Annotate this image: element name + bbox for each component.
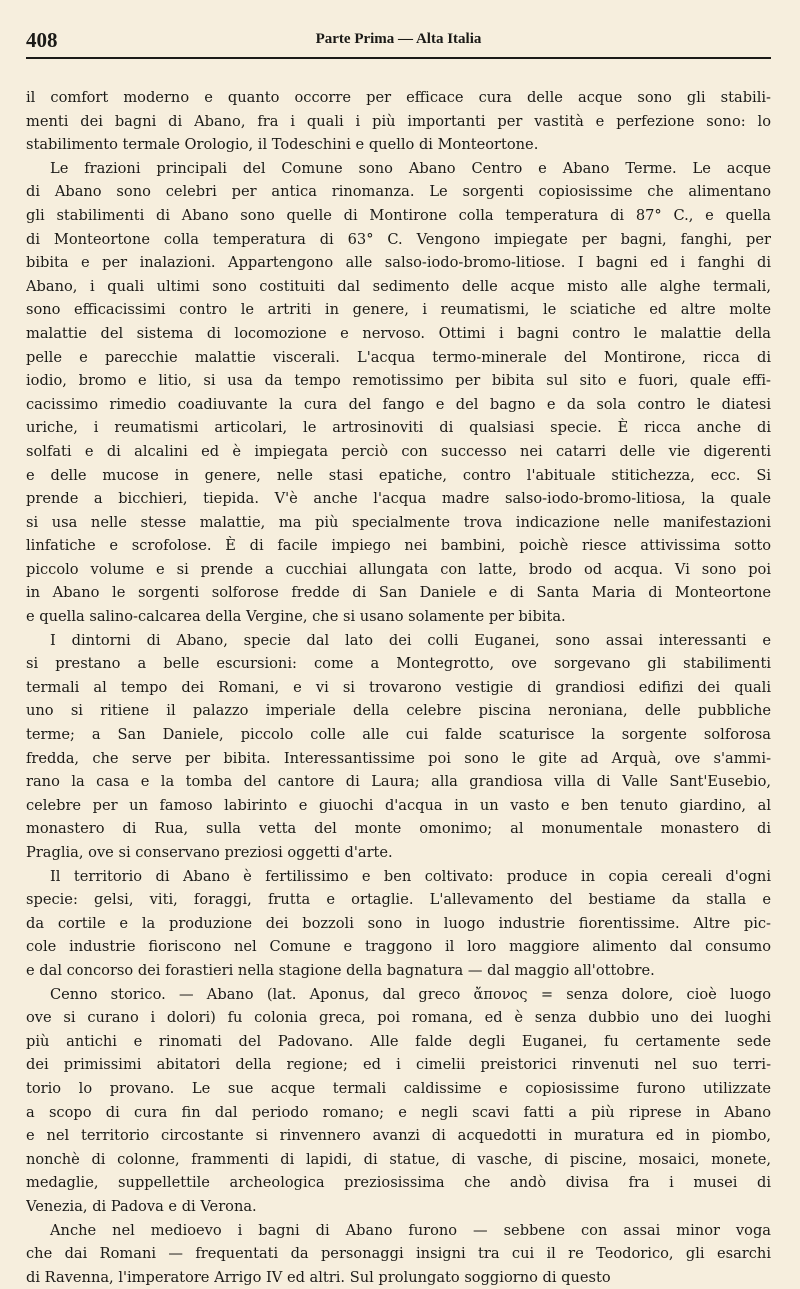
text-line: dei primissimi abitatori della regione; ed i cimelii preistorici rinvenuti nel suo terri-	[26, 1053, 771, 1077]
text-line: prende a bicchieri, tiepida. V'è anche l'acqua madre salso-iodo-bromo-litiosa, la quale	[26, 487, 771, 511]
text-line: linfatiche e scrofolose. È di facile impiego nei bambini, poichè riesce attivissima sotto	[26, 534, 771, 558]
text-line: I dintorni di Abano, specie dal lato dei colli Euganei, sono assai interessanti e	[26, 629, 771, 653]
paragraph	[26, 157, 771, 629]
text-line: iodio, bromo e litio, si usa da tempo remotissimo per bibita sul sito e fuori, quale effi-	[26, 369, 771, 393]
text-line: cacissimo rimedio coadiuvante la cura del fango e del bagno e da sola contro le diatesi	[26, 393, 771, 417]
text-line: Le frazioni principali del Comune sono Abano Centro e Abano Terme. Le acque	[26, 157, 771, 181]
page-number: 408	[26, 28, 58, 53]
text-line: terme; a San Daniele, piccolo colle alle cui falde scaturisce la sorgente solforosa	[26, 723, 771, 747]
text-line: uriche, i reumatismi articolari, le artrosinoviti di qualsiasi specie. È ricca anche di	[26, 416, 771, 440]
text-line: rano la casa e la tomba del cantore di Laura; alla grandiosa villa di Valle Sant'Eusebio,	[26, 770, 771, 794]
text-line: bibita e per inalazioni. Appartengono alle salso-iodo-bromo-litiose. I bagni ed i fanghi di	[26, 251, 771, 275]
text-line: a scopo di cura fin dal periodo romano; e negli scavi fatti a più riprese in Abano	[26, 1101, 771, 1125]
text-line: di Monteortone colla temperatura di 63° C. Vengono impiegate per bagni, fanghi, per	[26, 228, 771, 252]
paragraph	[26, 86, 771, 157]
paragraph	[26, 629, 771, 865]
text-line: monastero di Rua, sulla vetta del monte omonimo; al monumentale monastero di	[26, 817, 771, 841]
text-line: si prestano a belle escursioni: come a Montegrotto, ove sorgevano gli stabilimenti	[26, 652, 771, 676]
text-line: stabilimento termale Orologio, il Todeschini e quello di Monteortone.	[26, 133, 771, 157]
text-line: da cortile e la produzione dei bozzoli sono in luogo industrie fiorentissime. Altre pic-	[26, 912, 771, 936]
text-line: celebre per un famoso labirinto e giuochi d'acqua in un vasto e ben tenuto giardino, al	[26, 794, 771, 818]
text-line: malattie del sistema di locomozione e nervoso. Ottimi i bagni contro le malattie della	[26, 322, 771, 346]
page-header	[26, 28, 771, 50]
text-line: solfati e di alcalini ed è impiegata perciò con successo nei catarri delle vie digerenti	[26, 440, 771, 464]
text-line: nonchè di colonne, frammenti di lapidi, di statue, di vasche, di piscine, mosaici, monete,	[26, 1148, 771, 1172]
body-text	[26, 86, 771, 1289]
text-line: uno si ritiene il palazzo imperiale della celebre piscina neroniana, delle pubbliche	[26, 699, 771, 723]
text-line: in Abano le sorgenti solforose fredde di San Daniele e di Santa Maria di Monteortone	[26, 581, 771, 605]
text-line: torio lo provano. Le sue acque termali caldissime e copiosissime furono utilizzate	[26, 1077, 771, 1101]
text-line: di Ravenna, l'imperatore Arrigo IV ed altri. Sul prolungato soggiorno di questo	[26, 1266, 771, 1289]
text-line: Venezia, di Padova e di Verona.	[26, 1195, 771, 1219]
text-line: Cenno storico. — Abano (lat. Aponus, dal greco ἄπονος = senza dolore, cioè luogo	[26, 983, 771, 1007]
text-line: fredda, che serve per bibita. Interessantissime poi sono le gite ad Arquà, ove s'ammi-	[26, 747, 771, 771]
text-line: il comfort moderno e quanto occorre per efficace cura delle acque sono gli stabili-	[26, 86, 771, 110]
text-line: piccolo volume e si prende a cucchiai allungata con latte, brodo od acqua. Vi sono poi	[26, 558, 771, 582]
paragraph	[26, 865, 771, 983]
text-line: Praglia, ove si conservano preziosi oggetti d'arte.	[26, 841, 771, 865]
text-line: e nel territorio circostante si rinvennero avanzi di acquedotti in muratura ed in piombo,	[26, 1124, 771, 1148]
text-line: pelle e parecchie malattie viscerali. L'acqua termo-minerale del Montirone, ricca di	[26, 346, 771, 370]
text-line: che dai Romani — frequentati da personaggi insigni tra cui il re Teodorico, gli esarchi	[26, 1242, 771, 1266]
text-line: gli stabilimenti di Abano sono quelle di Montirone colla temperatura di 87° C., e quella	[26, 204, 771, 228]
paragraph	[26, 1219, 771, 1289]
text-line: Abano, i quali ultimi sono costituiti dal sedimento delle acque misto alle alghe termali,	[26, 275, 771, 299]
text-line: Il territorio di Abano è fertilissimo e ben coltivato: produce in copia cereali d'ogni	[26, 865, 771, 889]
running-title: Parte Prima — Alta Italia	[26, 31, 771, 48]
text-line: cole industrie fioriscono nel Comune e traggono il loro maggiore alimento dal consumo	[26, 935, 771, 959]
paragraph	[26, 983, 771, 1219]
text-line: medaglie, suppellettile archeologica preziosissima che andò divisa fra i musei di	[26, 1171, 771, 1195]
text-line: più antichi e rinomati del Padovano. Alle falde degli Euganei, fu certamente sede	[26, 1030, 771, 1054]
text-line: di Abano sono celebri per antica rinomanza. Le sorgenti copiosissime che alimentano	[26, 180, 771, 204]
text-line: e dal concorso dei forastieri nella stagione della bagnatura — dal maggio all'ottobre.	[26, 959, 771, 983]
header-rule	[26, 57, 771, 59]
text-line: specie: gelsi, viti, foraggi, frutta e ortaglie. L'allevamento del bestiame da stalla e	[26, 888, 771, 912]
text-line: menti dei bagni di Abano, fra i quali i più importanti per vastità e perfezione sono: lo	[26, 110, 771, 134]
text-line: termali al tempo dei Romani, e vi si trovarono vestigie di grandiosi edifizi dei quali	[26, 676, 771, 700]
text-line: e quella salino-calcarea della Vergine, che si usano solamente per bibita.	[26, 605, 771, 629]
text-line: e delle mucose in genere, nelle stasi epatiche, contro l'abituale stitichezza, ecc. Si	[26, 464, 771, 488]
text-line: si usa nelle stesse malattie, ma più specialmente trova indicazione nelle manifestazioni	[26, 511, 771, 535]
text-line: Anche nel medioevo i bagni di Abano furono — sebbene con assai minor voga	[26, 1219, 771, 1243]
text-line: sono efficacissimi contro le artriti in genere, i reumatismi, le sciatiche ed altre molte	[26, 298, 771, 322]
text-line: ove si curano i dolori) fu colonia greca, poi romana, ed è senza dubbio uno dei luoghi	[26, 1006, 771, 1030]
